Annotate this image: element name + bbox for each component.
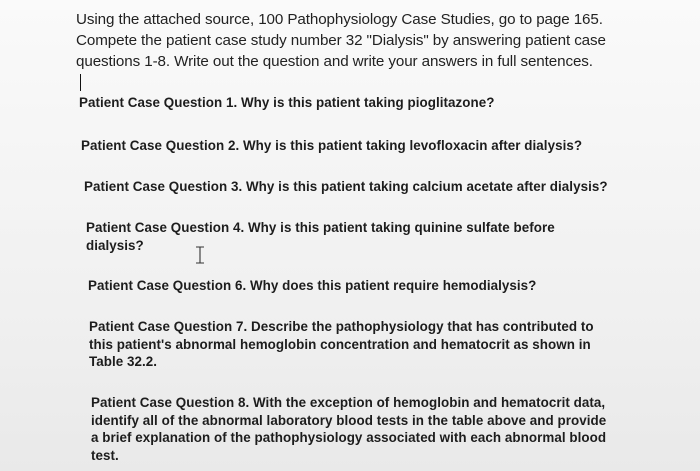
text-cursor-caret	[80, 74, 81, 91]
question-7	[89, 318, 594, 371]
question-7-line: Patient Case Question 7. Describe the pathophysiology that has contributed to	[89, 319, 594, 334]
question-6	[88, 277, 536, 295]
instructions-line: Using the attached source, 100 Pathophysiology Case Studies, go to page 165.	[76, 11, 603, 28]
question-8-line: test.	[91, 447, 119, 463]
question-1	[79, 94, 494, 112]
question-3	[84, 178, 608, 196]
question-8-line: identify all of the abnormal laboratory blood tests in the table above and provide	[91, 412, 607, 428]
question-7-line: this patient's abnormal hemoglobin concentration and hematocrit as shown in	[89, 336, 591, 352]
question-6-line: Patient Case Question 6. Why does this patient require hemodialysis?	[88, 278, 537, 293]
question-8-line: a brief explanation of the pathophysiology associated with each abnormal blood	[91, 430, 607, 445]
question-3-line: Patient Case Question 3. Why is this patient taking calcium acetate after dialysis?	[84, 179, 608, 194]
instructions-line: questions 1-8. Write out the question and write your answers in full sentences.	[76, 53, 593, 70]
question-1-line: Patient Case Question 1. Why is this patient taking pioglitazone?	[79, 95, 495, 110]
question-2-line: Patient Case Question 2. Why is this patient taking levofloxacin after dialysis?	[81, 138, 583, 153]
instructions-paragraph	[76, 9, 676, 72]
question-4	[86, 219, 555, 254]
question-7-line: Table 32.2.	[89, 354, 158, 369]
instructions-line: Compete the patient case study number 32 "Dialysis" by answering patient case	[76, 32, 606, 49]
question-8	[91, 394, 606, 464]
question-4-line: dialysis?	[86, 237, 144, 253]
question-8-line: Patient Case Question 8. With the exception of hemoglobin and hematocrit data,	[91, 395, 606, 410]
question-4-line: Patient Case Question 4. Why is this patient taking quinine sulfate before	[86, 220, 555, 235]
i-beam-cursor-icon	[193, 246, 207, 264]
question-2	[81, 137, 582, 155]
